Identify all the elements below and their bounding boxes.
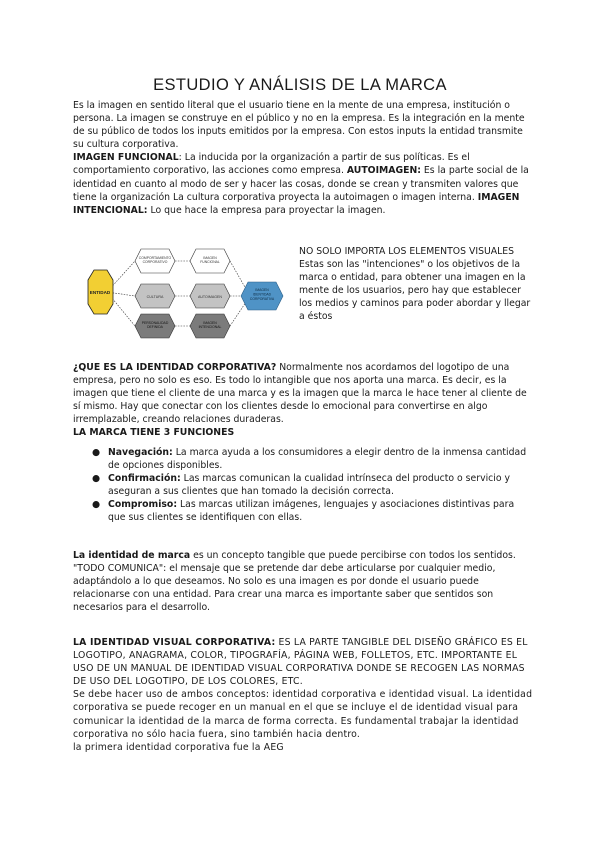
imagen-intencional-diag-2: INTENCIONAL	[198, 325, 222, 330]
imagen-identidad-diag-2: IDENTIDAD	[252, 292, 272, 297]
imagen-intencional-diag-1: IMAGEN	[203, 321, 217, 325]
imagen-funcional-diag-1: IMAGEN	[203, 256, 217, 260]
imagen-funcional-label: IMAGEN FUNCIONAL	[73, 152, 179, 164]
funciones-heading: LA MARCA TIENE 3 FUNCIONES	[73, 427, 235, 439]
svg-text:COMPORTAMIENTOCORPORATIVO	[139, 256, 172, 264]
imagen-identidad-diag-1: IMAGEN	[255, 288, 269, 292]
bullet-icon: ●	[92, 447, 101, 458]
identidad-visual-paragraph: LA IDENTIDAD VISUAL CORPORATIVA: ES LA PARTE TANGIBLE DEL DISEÑO GRÁFICO ES EL LOGOTIPO, ANAGRAMA, COLOR, TIPOGRAFÍA, PÁGINA WEB, FOLLETOS, ETC. IMPORTANTE EL USO DE UN MANUAL DE IDENTIDAD VISUAL CORPORATIVA DONDE SE RECOGEN LAS NORMAS DE USO DEL LOGOTIPO, DE LOS COLORES, ETC. Se debe hacer uso de ambos conceptos: identidad corporativa e identidad visual. La identidad corporativa se puede recoger en un manual en el que se incluye el de identidad visual para comunicar la identidad de la marca de forma correcta. Es fundamental trabajar la identidad corporativa no sólo hacia fuera, sino también hacia dentro. la primera identidad corporativa fue la AEG	[73, 637, 533, 753]
identidad-visual-label: LA IDENTIDAD VISUAL CORPORATIVA:	[73, 637, 276, 648]
que-es-label: ¿QUE ES LA IDENTIDAD CORPORATIVA?	[73, 362, 277, 373]
personalidad-label-1: PERSONALIDAD	[141, 321, 169, 325]
bullet-icon: ●	[92, 473, 101, 485]
funciones-list	[73, 446, 533, 525]
list-item: ● Navegación: La marca ayuda a los consumidores a elegir dentro de la inmensa cantidad de opciones disponibles.	[92, 447, 527, 472]
bullet-icon: ●	[92, 499, 101, 511]
comportamiento-label-1: COMPORTAMIENTO	[138, 256, 172, 260]
page-title: ESTUDIO Y ANÁLISIS DE LA MARCA	[153, 76, 447, 94]
imagen-intencional-label: IMAGEN INTENCIONAL:	[73, 191, 520, 216]
identidad-marca-paragraph: La identidad de marca es un concepto tangible que puede percibirse con todos los sentidos. "TODO COMUNICA": el mensaje que se pretende dar debe articularse por cualquier medio, adaptándolo a lo que deseamos. No solo es una imagen es por donde el usuario puede relacionarse con una entidad. Para crear una marca es importante saber que sentidos son necesarios para el desarrollo.	[73, 550, 516, 614]
cultura-label: CULTURA	[146, 295, 164, 299]
intro-paragraph: Es la imagen en sentido literal que el usuario tiene en la mente de una empresa, institución o persona. La imagen se construye en el público y no en la empresa. Es la integración en la mente de su público de todos los inputs emitidos por la empresa. Con estos inputs la entidad transmite su cultura corporativa. IMAGEN FUNCIONAL: La inducida por la organización a partir de sus políticas. Es el comportamiento corporativo, las acciones como empresa. AUTOIMAGEN: Es la parte social de la identidad en cuanto al modo de ser y hacer las cosas, donde se crean y transmiten valores que tiene la organización La cultura corporativa proyecta la autoimagen o imagen interna. IMAGEN INTENCIONAL: Lo que hace la empresa para proyectar la imagen.	[73, 100, 529, 216]
side-note: NO SOLO IMPORTA LOS ELEMENTOS VISUALES Estas son las "intenciones" o los objetivos de la marca o entidad, para obtener una imagen en la mente de los usuarios, pero hay que establecer los medios y caminos para poder abordar y llegar a éstos	[299, 246, 531, 323]
imagen-identidad-diag-3: CORPORATIVA	[249, 296, 275, 301]
list-item: ● Compromiso: Las marcas utilizan imágenes, lenguajes y asociaciones distintivas para que sus clientes se identifiquen con ellas.	[92, 499, 515, 524]
autoimagen-diag-label: AUTOIMAGEN	[197, 295, 223, 299]
autoimagen-label: AUTOIMAGEN:	[346, 165, 421, 177]
que-es-paragraph: ¿QUE ES LA IDENTIDAD CORPORATIVA? Normalmente nos acordamos del logotipo de una empresa, pero no solo es eso. Es todo lo intangible que nos aporta una marca. Es decir, es la imagen que tiene el cliente de una marca y es la imagen que la marca le hace tener al cliente de sí mismo. Hay que conectar con los clientes desde lo emocional para convertirse en algo irremplazable, creando relaciones duraderas. LA MARCA TIENE 3 FUNCIONES	[73, 362, 527, 439]
personalidad-label-2: DEFINIDA	[147, 325, 163, 330]
imagen-funcional-diag-2: FUNCIONAL	[200, 260, 220, 265]
comportamiento-label-2: CORPORATIVO	[142, 260, 168, 265]
identidad-marca-label: La identidad de marca	[73, 550, 191, 561]
entidad-label: ENTIDAD	[89, 290, 111, 295]
brand-image-diagram	[80, 244, 290, 340]
list-item: ● Confirmación: Las marcas comunican la cualidad intrínseca del producto o servicio y aseguran a sus clientes que han tomado la decisión correcta.	[92, 473, 510, 498]
